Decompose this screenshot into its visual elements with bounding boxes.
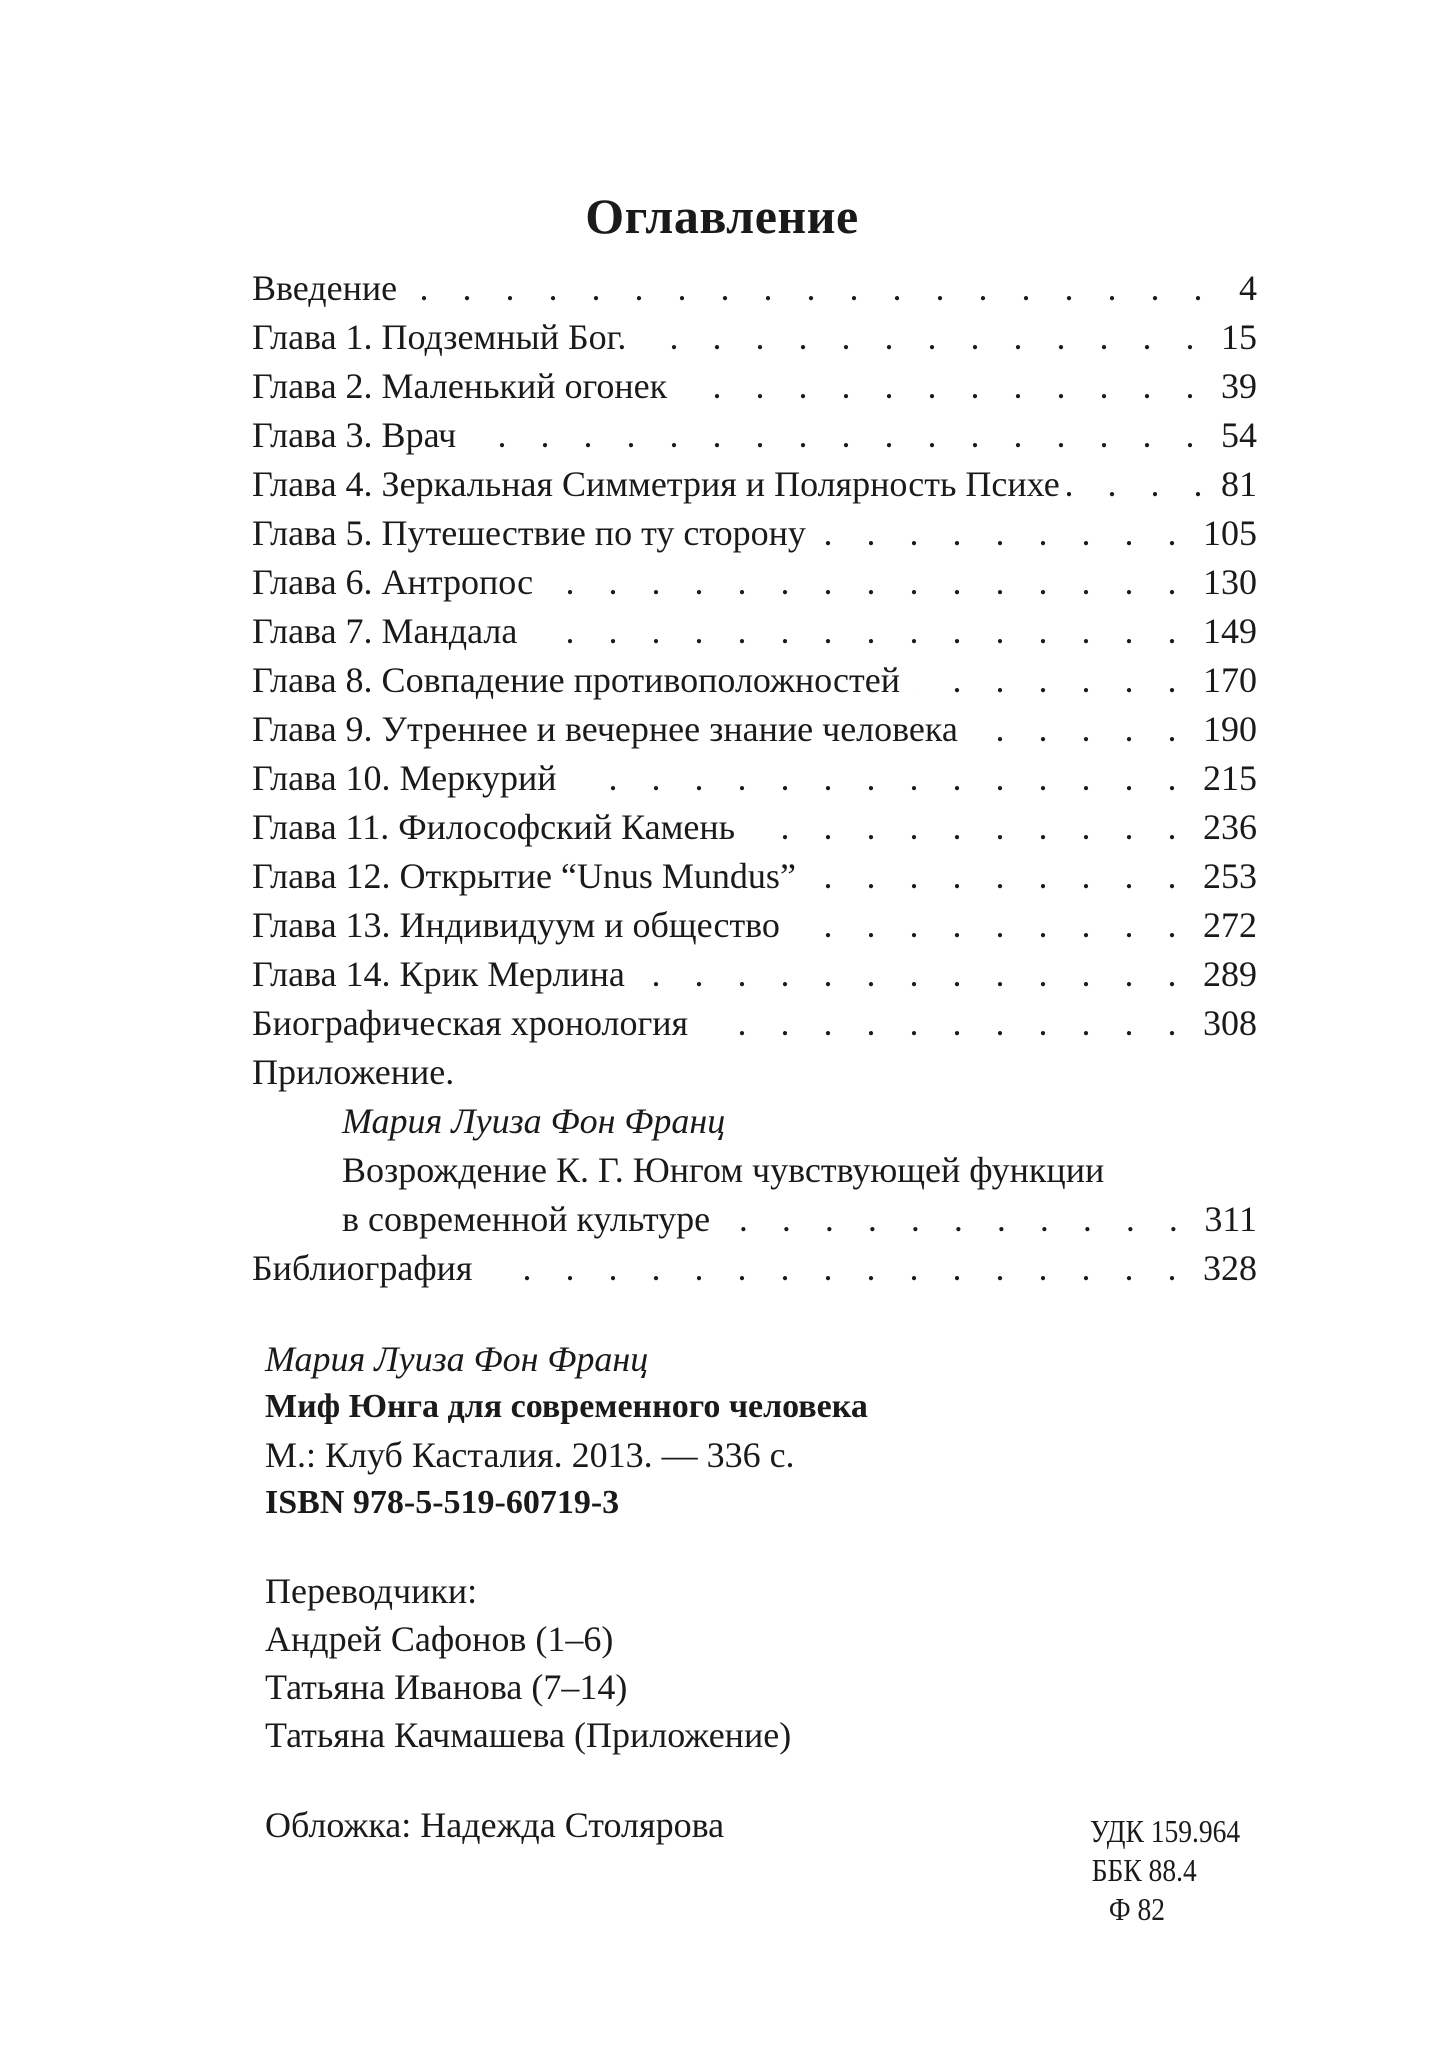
bbk-code: ББК 88.4 bbox=[1091, 1852, 1197, 1888]
imprint-block bbox=[265, 1335, 868, 1527]
dot-leader bbox=[812, 852, 1189, 901]
dot-leader bbox=[822, 509, 1189, 558]
udk-code: УДК 159.964 bbox=[1090, 1813, 1241, 1849]
dot-leader bbox=[413, 264, 1215, 313]
toc-entry-page: 105 bbox=[1203, 513, 1257, 553]
toc-entry-title: Глава 4. Зеркальная Симметрия и Полярность Психе bbox=[252, 464, 1060, 504]
toc-appendix-title-line1 bbox=[252, 1146, 1257, 1195]
toc-entry-chapter-2[interactable] bbox=[252, 362, 1257, 411]
toc-entry-chapter-9[interactable] bbox=[252, 705, 1257, 754]
toc-entry-title: Глава 5. Путешествие по ту сторону bbox=[252, 513, 806, 553]
dot-leader bbox=[642, 313, 1207, 362]
appendix-label: Приложение. bbox=[252, 1052, 455, 1092]
toc-entry-page: 54 bbox=[1221, 415, 1257, 455]
toc-entry-page: 328 bbox=[1203, 1248, 1257, 1288]
toc-entry-chapter-6[interactable] bbox=[252, 558, 1257, 607]
cover-credit: Обложка: Надежда Столярова bbox=[265, 1805, 725, 1845]
toc-entry-page: 311 bbox=[1204, 1199, 1257, 1239]
dot-leader bbox=[472, 411, 1207, 460]
toc-entry-page: 39 bbox=[1221, 366, 1257, 406]
dot-leader bbox=[1066, 460, 1215, 509]
toc-entry-bibliography[interactable] bbox=[252, 1244, 1257, 1293]
toc-entry-chapter-5[interactable] bbox=[252, 509, 1257, 558]
imprint-author: Мария Луиза Фон Франц bbox=[265, 1339, 649, 1379]
toc-entry-title: Введение bbox=[252, 268, 398, 308]
toc-entry-title: Глава 14. Крик Мерлина bbox=[252, 954, 625, 994]
toc-entry-title: Глава 3. Врач bbox=[252, 415, 457, 455]
dot-leader bbox=[751, 803, 1189, 852]
toc-entry-title: Глава 13. Индивидуум и общество bbox=[252, 905, 780, 945]
dot-leader bbox=[641, 950, 1189, 999]
translator-name: Татьяна Качмашева (Приложение) bbox=[265, 1715, 792, 1755]
dot-leader bbox=[704, 999, 1189, 1048]
toc-entry-title: Глава 12. Открытие “Unus Mundus” bbox=[252, 856, 796, 896]
translator-name: Татьяна Иванова (7–14) bbox=[265, 1667, 628, 1707]
imprint-publisher: М.: Клуб Касталия. 2013. — 336 с. bbox=[265, 1435, 795, 1475]
toc-entry-page: 190 bbox=[1203, 709, 1257, 749]
toc-entry-page: 81 bbox=[1221, 464, 1257, 504]
imprint-isbn: ISBN 978-5-519-60719-3 bbox=[265, 1484, 620, 1521]
toc-entry-page: 130 bbox=[1203, 562, 1257, 602]
appendix-title-continued: в современной культуре bbox=[342, 1199, 711, 1239]
toc-entry-page: 15 bbox=[1221, 317, 1257, 357]
toc-appendix-label bbox=[252, 1048, 1257, 1097]
dot-leader bbox=[726, 1195, 1190, 1244]
toc-entry-title: Биографическая хронология bbox=[252, 1003, 689, 1043]
dot-leader bbox=[533, 607, 1189, 656]
toc-entry-title: Глава 2. Маленький огонек bbox=[252, 366, 668, 406]
table-of-contents bbox=[252, 264, 1257, 1293]
toc-entry-title: Глава 1. Подземный Бог. bbox=[252, 317, 627, 357]
dot-leader bbox=[796, 901, 1189, 950]
toc-entry-page: 215 bbox=[1203, 758, 1257, 798]
dot-leader bbox=[683, 362, 1207, 411]
toc-entry-page: 272 bbox=[1203, 905, 1257, 945]
toc-entry-chapter-1[interactable] bbox=[252, 313, 1257, 362]
toc-entry-chapter-4[interactable] bbox=[252, 460, 1257, 509]
toc-entry-page: 4 bbox=[1239, 268, 1257, 308]
toc-entry-title: Глава 9. Утреннее и вечернее знание человека bbox=[252, 709, 958, 749]
toc-entry-chapter-10[interactable] bbox=[252, 754, 1257, 803]
toc-entry-appendix[interactable] bbox=[252, 1195, 1257, 1244]
toc-entry-chronology[interactable] bbox=[252, 999, 1257, 1048]
translators-label: Переводчики: bbox=[265, 1571, 478, 1611]
toc-entry-introduction[interactable] bbox=[252, 264, 1257, 313]
toc-entry-title: Глава 7. Мандала bbox=[252, 611, 518, 651]
translator-name: Андрей Сафонов (1–6) bbox=[265, 1619, 614, 1659]
toc-entry-page: 253 bbox=[1203, 856, 1257, 896]
dot-leader bbox=[916, 656, 1189, 705]
page-title: Оглавление bbox=[585, 188, 859, 244]
appendix-title: Возрождение К. Г. Юнгом чувствующей функции bbox=[342, 1150, 1105, 1190]
toc-entry-title: Глава 6. Антропос bbox=[252, 562, 534, 602]
toc-entry-page: 149 bbox=[1203, 611, 1257, 651]
toc-entry-title: Библиография bbox=[252, 1248, 473, 1288]
dot-leader bbox=[488, 1244, 1189, 1293]
toc-appendix-author bbox=[252, 1097, 1257, 1146]
toc-entry-page: 289 bbox=[1203, 954, 1257, 994]
toc-entry-chapter-8[interactable] bbox=[252, 656, 1257, 705]
toc-entry-page: 170 bbox=[1203, 660, 1257, 700]
appendix-author: Мария Луиза Фон Франц bbox=[342, 1101, 726, 1141]
dot-leader bbox=[974, 705, 1189, 754]
toc-entry-title: Глава 10. Меркурий bbox=[252, 758, 557, 798]
classification-block bbox=[1090, 1812, 1279, 1929]
imprint-book-title: Миф Юнга для современного человека bbox=[265, 1388, 868, 1425]
toc-entry-chapter-11[interactable] bbox=[252, 803, 1257, 852]
author-mark: Ф 82 bbox=[1108, 1891, 1166, 1927]
toc-entry-chapter-7[interactable] bbox=[252, 607, 1257, 656]
dot-leader bbox=[573, 754, 1189, 803]
toc-entry-title: Глава 11. Философский Камень bbox=[252, 807, 736, 847]
toc-entry-page: 308 bbox=[1203, 1003, 1257, 1043]
dot-leader bbox=[549, 558, 1189, 607]
translators-block bbox=[265, 1567, 791, 1759]
toc-entry-page: 236 bbox=[1203, 807, 1257, 847]
toc-entry-chapter-13[interactable] bbox=[252, 901, 1257, 950]
toc-entry-title: Глава 8. Совпадение противоположностей bbox=[252, 660, 900, 700]
toc-entry-chapter-14[interactable] bbox=[252, 950, 1257, 999]
toc-entry-chapter-12[interactable] bbox=[252, 852, 1257, 901]
toc-entry-chapter-3[interactable] bbox=[252, 411, 1257, 460]
